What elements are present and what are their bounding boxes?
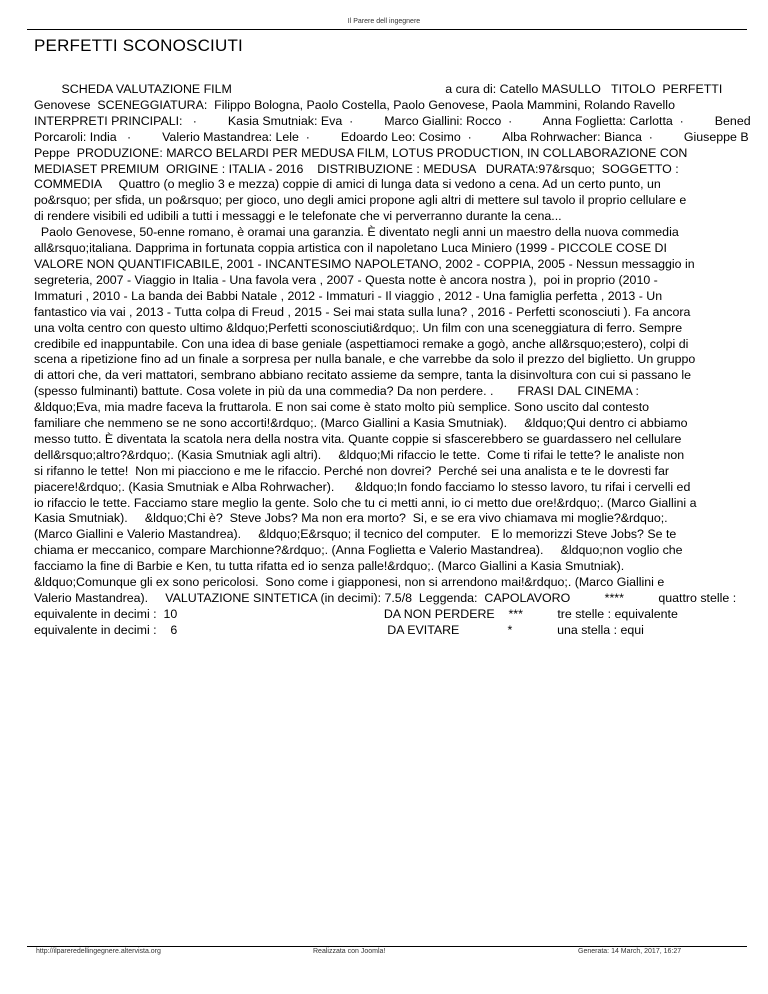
article-line: di rendere visibili ed udibili a tutti i messaggi e le telefonate che vi perverranno durante la cena... bbox=[34, 209, 562, 224]
footer-cms-credit: Realizzata con Joomla! bbox=[313, 948, 386, 955]
article-line: fantastico via vai , 2013 - Tutta colpa di Freud , 2015 - Sei mai stata sulla luna? , 2016 - Perfetti sconosciuti ). Fa ancora bbox=[34, 304, 691, 319]
article-line: equivalente in decimi : 10 DA NON PERDERE *** tre stelle : equivalente bbox=[34, 606, 678, 621]
footer-generated-date: Generata: 14 March, 2017, 16:27 bbox=[578, 948, 682, 955]
article-line: messo tutto. È diventata la scatola nera della nostra vita. Quante coppie si sfascerebbero se guardassero nel cellulare bbox=[34, 431, 682, 446]
article-line: chiama er meccanico, compare Marchionne?&rdquo;. (Anna Foglietta e Valerio Mastandrea). &ldquo;non voglio che bbox=[34, 543, 683, 558]
footer-site-url: http://ilpareredellingegnere.altervista.org bbox=[36, 948, 161, 955]
article-line: (spesso fulminanti) battute. Cosa volete in più da una commedia? Da non perdere. . FRASI DAL CINEMA : bbox=[34, 384, 639, 399]
article-line: &ldquo;Comunque gli ex sono pericolosi. Sono come i giapponesi, non si arrendono mai!&rdquo;. (Marco Giallini e bbox=[34, 575, 665, 590]
article-line: si rifanno le tette! Non mi piacciono e me le rifaccio. Perché non dovrei? Perché sei una analista e te le dovresti far bbox=[34, 463, 670, 478]
article-line: piacere!&rdquo;. (Kasia Smutniak e Alba Rohrwacher). &ldquo;In fondo facciamo lo stesso lavoro, tu rifai i cervelli ed bbox=[34, 479, 691, 494]
site-header: Il Parere dell ingegnere bbox=[347, 18, 421, 25]
footer-divider bbox=[27, 946, 747, 947]
article-line: &ldquo;Eva, mia madre faceva la fruttarola. E non sai come è stato molto più semplice. Sono uscito dal contesto bbox=[34, 400, 650, 415]
article-line: io rifaccio le tette. Facciamo stare meglio la gente. Solo che tu ci metti anni, io ci metto due ore!&rdquo;. (Marco Giallini a bbox=[34, 495, 697, 510]
article-line: Paolo Genovese, 50-enne romano, è oramai una garanzia. È diventato negli anni un maestro della nuova commedia bbox=[34, 225, 679, 240]
article-line: familiare che nemmeno se ne sono accorti!&rdquo;. (Marco Giallini a Kasia Smutniak). &ldquo;Qui dentro ci abbiamo bbox=[34, 416, 688, 431]
page-title: PERFETTI SCONOSCIUTI bbox=[34, 36, 243, 55]
article-line: facciamo la fine di Barbie e Ken, tu tutta rifatta ed io senza palle!&rdquo;. (Marco Giallini a Kasia Smutniak). bbox=[34, 559, 625, 574]
article-line: scena a ripetizione fino ad un finale a sorpresa per nulla banale, e che varrebbe da solo il prezzo del biglietto. Un gruppo bbox=[34, 352, 696, 367]
article-line: una volta centro con questo ultimo &ldquo;Perfetti sconosciuti&rdquo;. Un film con una sceneggiatura di ferro. Sempre bbox=[34, 320, 683, 335]
article-line: Peppe PRODUZIONE: MARCO BELARDI PER MEDUSA FILM, LOTUS PRODUCTION, IN COLLABORAZIONE CON bbox=[34, 145, 688, 160]
article-line: Valerio Mastandrea). VALUTAZIONE SINTETICA (in decimi): 7.5/8 Leggenda: CAPOLAVORO **** quattro stelle : bbox=[34, 591, 740, 605]
article-line: credibile ed inappuntabile. Con una idea di base geniale (aspettiamoci remake a gogò, anche all&rsquo;estero), colpi di bbox=[34, 336, 689, 351]
article-line: (Marco Giallini e Valerio Mastandrea). &ldquo;E&rsquo; il tecnico del computer. E lo memorizzi Steve Jobs? Se te bbox=[34, 527, 677, 542]
article-line: segreteria, 2007 - Viaggio in Italia - Una favola vera , 2007 - Questa notte è ancora nostra ), poi in proprio (2010 - bbox=[34, 272, 658, 287]
article-line: dell&rsquo;altro?&rdquo;. (Kasia Smutniak agli altri). &ldquo;Mi rifaccio le tette. Come ti rifai le tette? le analiste non bbox=[34, 447, 685, 462]
article-line: SCHEDA VALUTAZIONE FILM a cura di: Catello MASULLO TITOLO PERFETTI bbox=[34, 82, 723, 96]
article-line: COMMEDIA Quattro (o meglio 3 e mezza) coppie di amici di lunga data si vedono a cena. Ad un certo punto, un bbox=[34, 177, 661, 192]
article-line: Kasia Smutniak). &ldquo;Chi è? Steve Jobs? Ma non era morto? Si, e se era vivo chiamava mi moglie?&rdquo;. bbox=[34, 511, 668, 526]
article-line: po&rsquo; per sfida, un po&rsquo; per gioco, uno degli amici propone agli altri di mettere sul tavolo il proprio cellulare e bbox=[34, 193, 687, 208]
article-line: Porcaroli: India · Valerio Mastandrea: Lele · Edoardo Leo: Cosimo · Alba Rohrwacher: Bianca · Giuseppe B bbox=[34, 129, 749, 144]
article-line: Genovese SCENEGGIATURA: Filippo Bologna, Paolo Costella, Paolo Genovese, Paola Mammini, Rolando Ravello bbox=[34, 97, 675, 112]
article-line: all&rsquo;italiana. Dapprima in fortunata coppia artistica con il napoletano Luca Miniero (1999 - PICCOLE COSE DI bbox=[34, 241, 667, 256]
article-line: equivalente in decimi : 6 DA EVITARE * una stella : equi bbox=[34, 622, 644, 637]
header-divider bbox=[27, 29, 747, 30]
article-body bbox=[34, 82, 768, 639]
article-line: di attori che, da veri mattatori, sembrano abbiano recitato assieme da sempre, tanta la disinvoltura con cui si passano le bbox=[34, 368, 692, 383]
article-line: MEDIASET PREMIUM ORIGINE : ITALIA - 2016 DISTRIBUZIONE : MEDUSA DURATA:97&rsquo; SOGGETTO : bbox=[34, 161, 679, 176]
article-line: INTERPRETI PRINCIPALI: · Kasia Smutniak: Eva · Marco Giallini: Rocco · Anna Foglietta: Carlotta · Bened bbox=[34, 113, 751, 128]
article-line: Immaturi , 2010 - La banda dei Babbi Natale , 2012 - Immaturi - Il viaggio , 2012 - Una famiglia perfetta , 2013 - Un bbox=[34, 288, 663, 303]
article-line: VALORE NON QUANTIFICABILE, 2001 - INCANTESIMO NAPOLETANO, 2002 - COPPIA, 2005 - Nessun messaggio in bbox=[34, 256, 695, 271]
